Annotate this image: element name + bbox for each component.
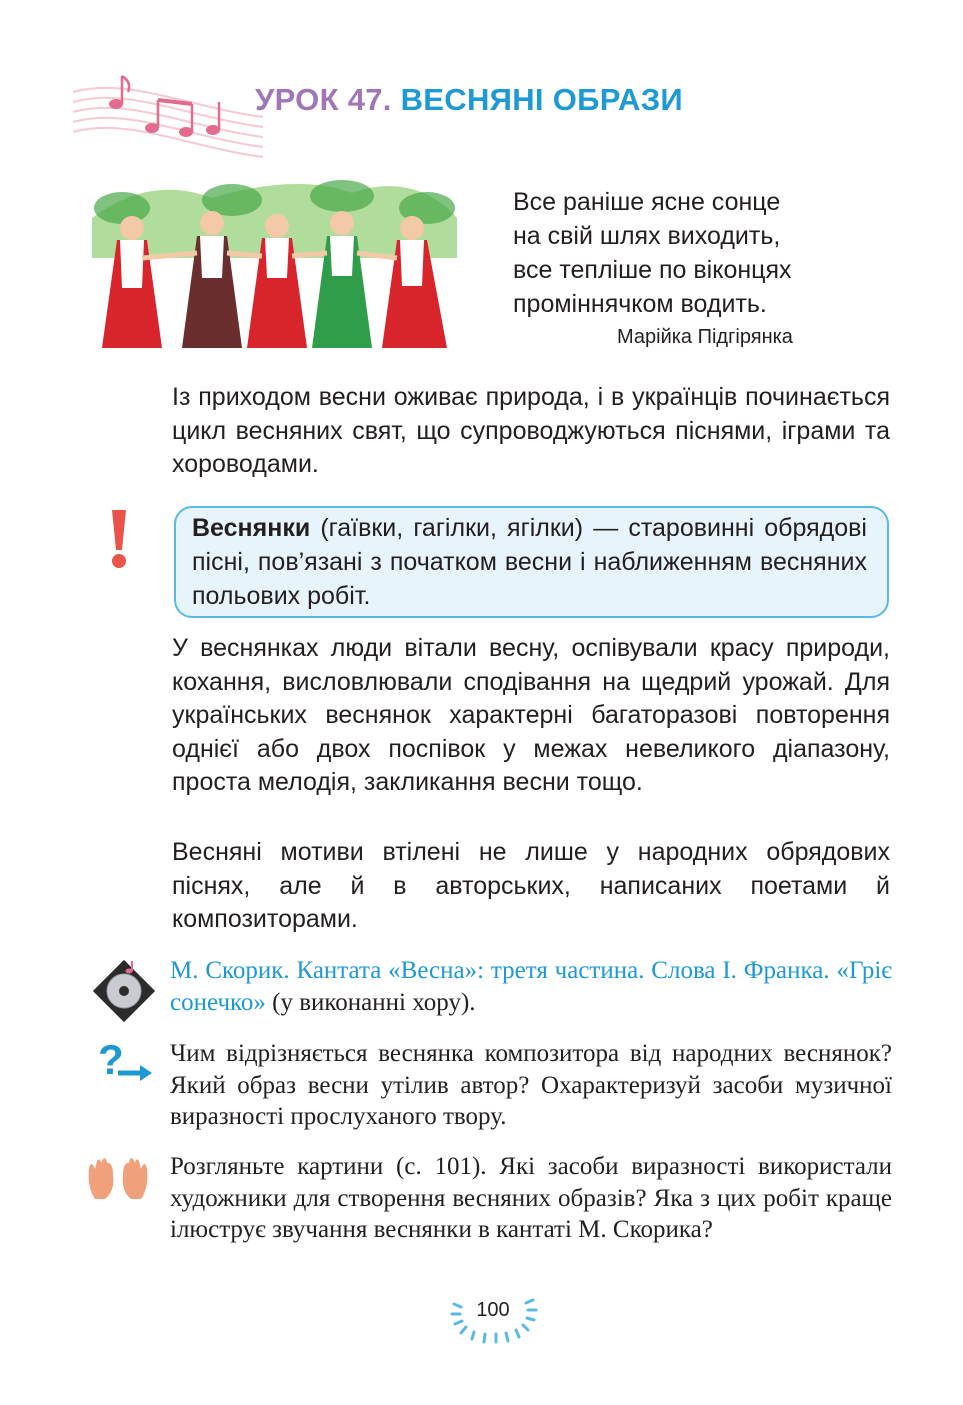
- definition-body: (гаївки, гагілки, ягілки) — старовинні обрядові пісні, пов’язані з початком весни і наближенням весняних польових робіт.: [192, 514, 867, 610]
- poem-author: Марійка Підгірянка: [617, 326, 793, 348]
- dancing-girls-illustration: [92, 178, 457, 358]
- poem-line: проміннячком водить.: [513, 290, 767, 318]
- poem: [513, 185, 853, 321]
- definition-text: [192, 511, 867, 613]
- listening-performance: (у виконанні хору).: [265, 988, 476, 1016]
- music-notes-icon: [68, 62, 268, 162]
- exclamation-icon: [108, 508, 130, 570]
- page-number: 100: [476, 1299, 510, 1321]
- listening-assignment: [170, 955, 892, 1018]
- intro-paragraph: Із приходом весни оживає природа, і в українців починається цикл весняних свят, що супроводжуються піснями, іграми та хороводами.: [172, 383, 890, 478]
- question-arrow-icon: [96, 1040, 156, 1084]
- lesson-title: ВЕСНЯНІ ОБРАЗИ: [400, 82, 683, 117]
- poem-line: все тепліше по віконцях: [513, 256, 792, 284]
- listening-work: М. Скорик. Кантата «Весна»: третя частина. Слова І. Франка. «Гріє сонечко»: [170, 957, 892, 1016]
- definition-term: Веснянки: [192, 514, 311, 542]
- lesson-number: УРОК 47.: [255, 82, 392, 117]
- question-text: Чим відрізняється веснянка композитора від народних веснянок? Який образ весни утілив автор? Охарактеризуй засоби музичної виразності прослуханого твору.: [170, 1040, 892, 1130]
- paragraph: Весняні мотиви втілені не лише у народних обрядових піснях, але й в авторських, написаних поетами й композиторами.: [172, 838, 890, 933]
- page-title: [255, 82, 683, 118]
- poem-line: на свій шлях виходить,: [513, 222, 781, 250]
- svg-text:?: ?: [98, 1040, 124, 1083]
- paragraph: У веснянках люди вітали весну, оспівували красу природи, кохання, висловлювали сподівання на щедрий урожай. Для українських веснянок характерні багаторазові повторення однієї або двох поспівок у межах невеликого діапазону, проста мелодія, закликання весни тощо.: [172, 634, 890, 796]
- poem-line: Все раніше ясне сонце: [513, 188, 781, 216]
- task-text: Розгляньте картини (с. 101). Які засоби виразності використали художники для створення весняних образів? Яка з цих робіт краще ілюструє звучання веснянки в кантаті М. Скорика?: [170, 1153, 892, 1243]
- hands-icon: [85, 1155, 151, 1201]
- cd-disc-icon: [92, 955, 156, 1025]
